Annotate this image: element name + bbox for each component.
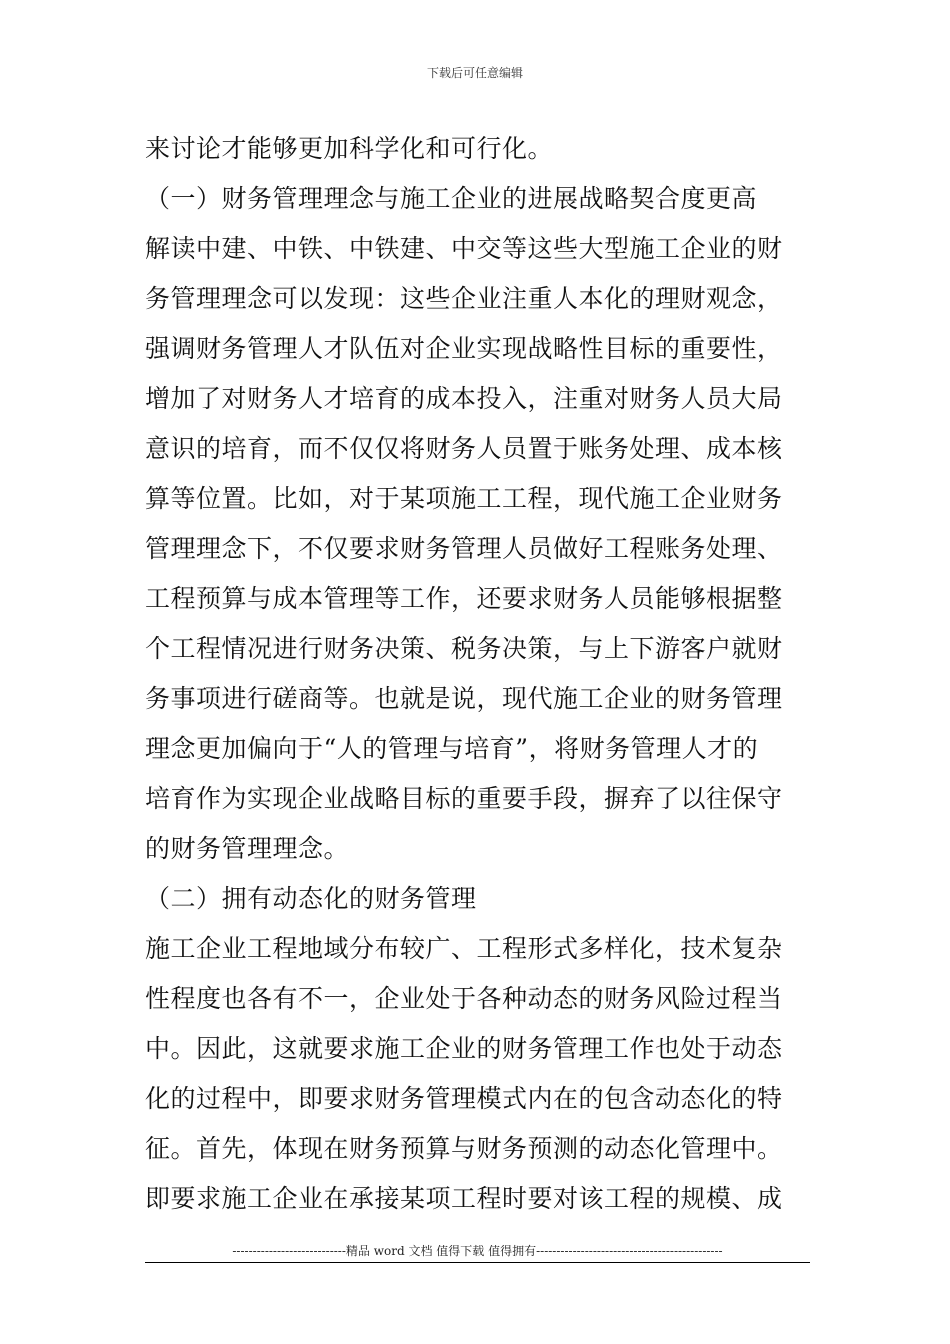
text-line: 增加了对财务人才培育的成本投入，注重对财务人员大局 xyxy=(145,384,783,413)
text-line: 征。首先，体现在财务预算与财务预测的动态化管理中。 xyxy=(145,1134,783,1163)
text-line: 来讨论才能够更加科学化和可行化。 xyxy=(145,134,554,163)
text-line: 务事项进行磋商等。也就是说，现代施工企业的财务管理 xyxy=(145,684,783,713)
text-line: 个工程情况进行财务决策、税务决策，与上下游客户就财 xyxy=(145,634,783,663)
text-line: 施工企业工程地域分布较广、工程形式多样化，技术复杂 xyxy=(145,934,783,963)
text-line: 培育作为实现企业战略目标的重要手段，摒弃了以往保守 xyxy=(145,784,783,813)
page-footer: ----------------------------精品 word 文档 值得下载 值得拥有---------------------------------------------- xyxy=(232,1244,723,1258)
text-line: 务管理理念可以发现：这些企业注重人本化的理财观念， xyxy=(145,284,783,313)
text-line: 中。因此，这就要求施工企业的财务管理工作也处于动态 xyxy=(145,1034,783,1063)
text-line: 理念更加偏向于“人的管理与培育”，将财务管理人才的 xyxy=(145,734,759,763)
section-heading-2: （二）拥有动态化的财务管理 xyxy=(145,884,477,913)
page-header: 下载后可任意编辑 xyxy=(426,66,523,80)
text-line: 意识的培育，而不仅仅将财务人员置于账务处理、成本核 xyxy=(145,434,783,463)
text-line: 的财务管理理念。 xyxy=(145,834,350,863)
text-line: 性程度也各有不一，企业处于各种动态的财务风险过程当 xyxy=(145,984,783,1013)
document-body xyxy=(145,124,810,1224)
text-line: 解读中建、中铁、中铁建、中交等这些大型施工企业的财 xyxy=(145,234,783,263)
text-line: 强调财务管理人才队伍对企业实现战略性目标的重要性， xyxy=(145,334,783,363)
text-line: 工程预算与成本管理等工作，还要求财务人员能够根据整 xyxy=(145,584,783,613)
text-line: 管理理念下，不仅要求财务管理人员做好工程账务处理、 xyxy=(145,534,783,563)
footer-divider xyxy=(145,1262,810,1263)
text-line: 即要求施工企业在承接某项工程时要对该工程的规模、成 xyxy=(145,1184,783,1213)
text-line: 算等位置。比如，对于某项施工工程，现代施工企业财务 xyxy=(145,484,783,513)
text-line: 化的过程中，即要求财务管理模式内在的包含动态化的特 xyxy=(145,1084,783,1113)
section-heading-1: （一）财务管理理念与施工企业的进展战略契合度更高 xyxy=(145,184,758,213)
